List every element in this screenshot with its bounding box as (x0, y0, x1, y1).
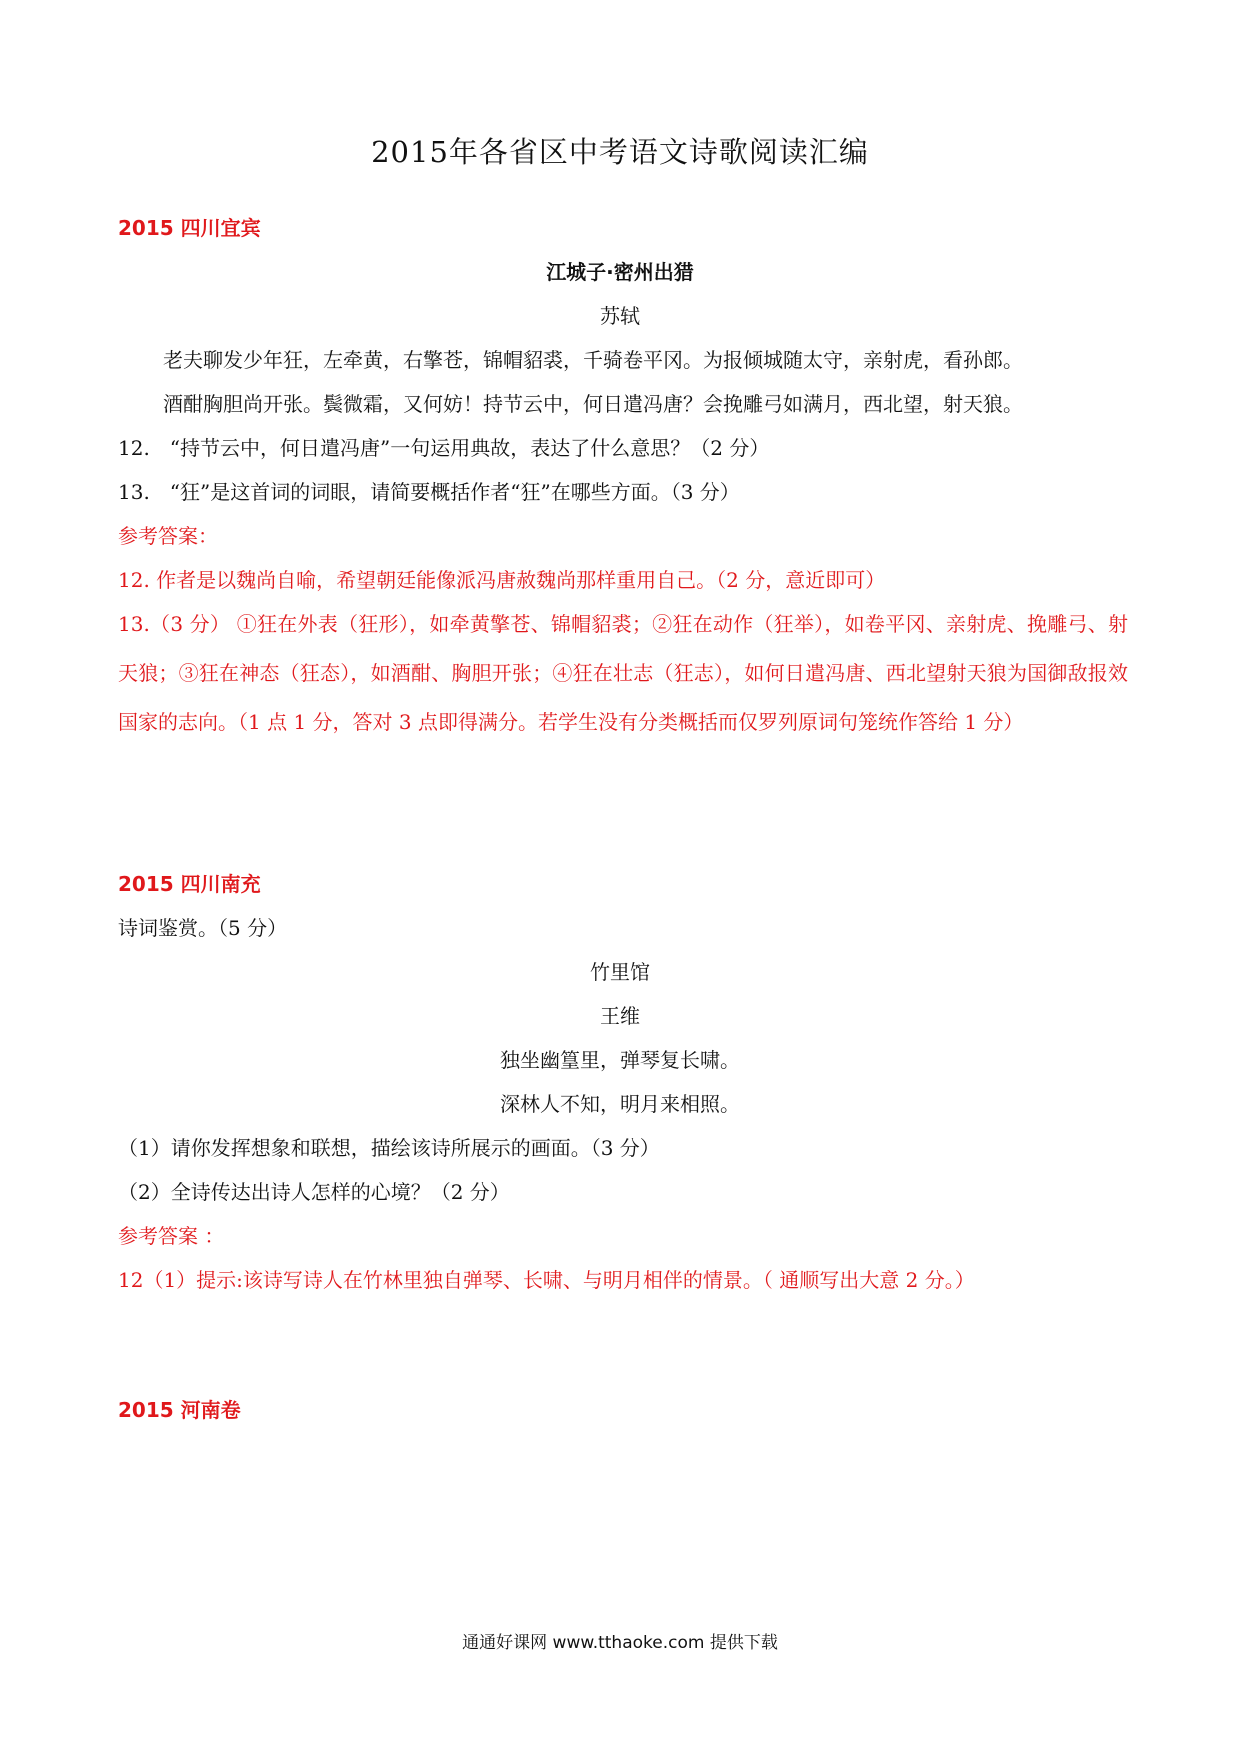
poem-author: 苏轼 (600, 304, 640, 328)
question-item: （1）请你发挥想象和联想，描绘该诗所展示的画面。（3 分） (118, 1136, 660, 1160)
answer-item: 12（1）提示:该诗写诗人在竹林里独自弹琴、长啸、与明月相伴的情景。（ 通顺写出大意 2 分。） (118, 1268, 975, 1292)
section-intro: 诗词鉴赏。（5 分） (118, 916, 288, 940)
question-item: 12. “持节云中，何日遣冯唐”一句运用典故，表达了什么意思？（2 分） (118, 436, 770, 460)
poem-line: 深林人不知，明月来相照。 (500, 1092, 740, 1116)
document-title: 2015年各省区中考语文诗歌阅读汇编 (371, 135, 869, 169)
answer-label: 参考答案 ： (118, 1224, 225, 1248)
section-heading-henan: 2015 河南卷 (118, 1398, 241, 1422)
poem-author: 王维 (600, 1004, 640, 1028)
answer-label: 参考答案： (118, 524, 218, 548)
poem-title: 江城子·密州出猎 (546, 260, 694, 284)
answer-item: 12. 作者是以魏尚自喻，希望朝廷能像派冯唐赦魏尚那样重用自己。（2 分，意近即可） (118, 568, 886, 592)
poem-line: 老夫聊发少年狂，左牵黄，右擎苍，锦帽貂裘，千骑卷平冈。为报倾城随太守，亲射虎，看孙郎。 (163, 348, 1023, 372)
poem-title: 竹里馆 (590, 960, 650, 984)
section-heading-nanchong: 2015 四川南充 (118, 872, 261, 896)
page-footer: 通通好课网 www.tthaoke.com 提供下载 (462, 1633, 778, 1653)
poem-line: 酒酣胸胆尚开张。鬓微霜，又何妨！持节云中，何日遣冯唐？会挽雕弓如满月，西北望，射天狼。 (163, 392, 1023, 416)
answer-item: 13.（3 分） ①狂在外表（狂形），如牵黄擎苍、锦帽貂裘；②狂在动作（狂举），如卷平冈、亲射虎、挽雕弓、射天狼；③狂在神态（狂态），如酒酣、胸胆开张；④狂在壮志（狂志），如何日遣冯唐、西北望射天狼为国御敌报效国家的志向。（1 点 1 分，答对 3 点即得满分。若学生没有分类概括而仅罗列原词句笼统作答给 1 分） (118, 612, 1128, 734)
poem-line: 独坐幽篁里，弹琴复长啸。 (500, 1048, 740, 1072)
question-item: 13. “狂”是这首词的词眼，请简要概括作者“狂”在哪些方面。（3 分） (118, 480, 740, 504)
section-heading-yibin: 2015 四川宜宾 (118, 216, 261, 240)
question-item: （2）全诗传达出诗人怎样的心境？（2 分） (118, 1180, 510, 1204)
